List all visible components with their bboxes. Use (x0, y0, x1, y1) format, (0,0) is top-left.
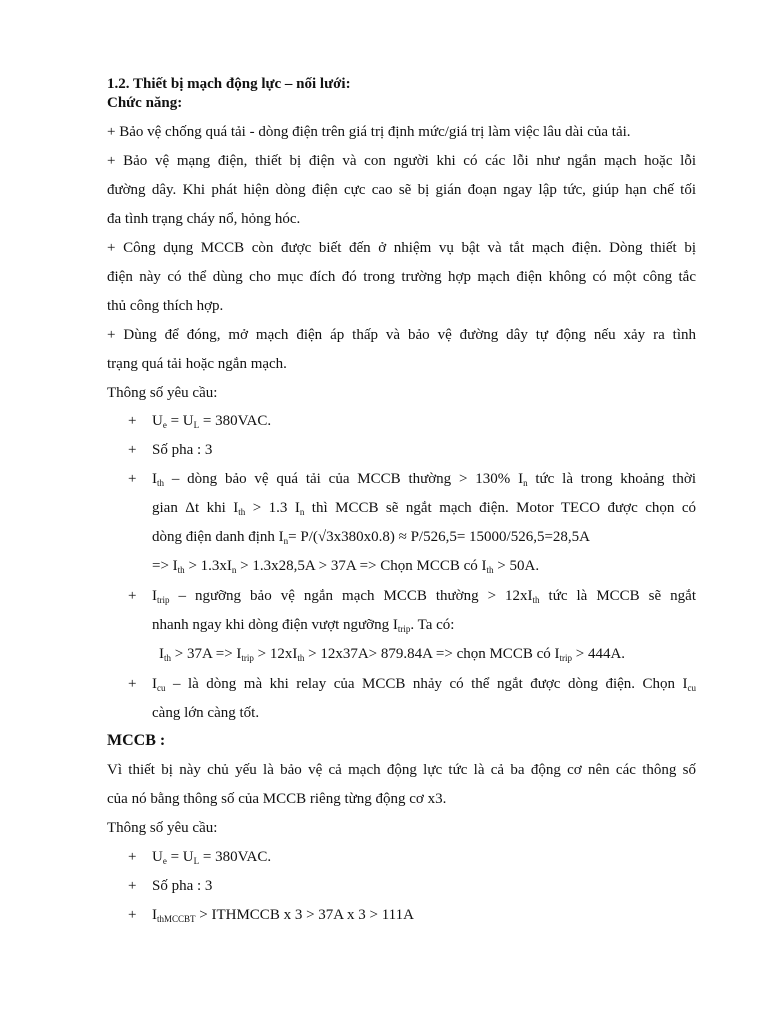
function-line-8: + Dùng để đóng, mở mạch điện áp thấp và bảo vệ đường dây tự động nếu xảy ra tình (107, 327, 696, 343)
bullet-marker: + (128, 907, 137, 923)
mccb-paragraph-line-1: Vì thiết bị này chủ yếu là bảo vệ cả mạch động lực tức là cả ba động cơ nên các thông số (107, 762, 696, 778)
ith-line-4: => $I_{th} > 1.3xI_n > 1.3x28,5A > 37A$ => Chọn MCCB có $I_{th} > 50A$. (152, 558, 540, 575)
requirements-label: Thông số yêu cầu: (107, 385, 218, 401)
function-line-9: trạng quá tải hoặc ngắn mạch. (107, 356, 287, 372)
ith-line-3: dòng điện danh định $I_n= P/(√3x380x0.8) \approx P/526,5= 15000/526,5=28,5A$ (152, 529, 591, 546)
trip-line-2: nhanh ngay khi dòng điện vượt ngưỡng $I_{trip}$. Ta có: (152, 617, 455, 634)
bullet-marker: + (128, 413, 137, 429)
bullet-marker: + (128, 588, 137, 604)
mccb-paragraph-line-2: của nó bằng thông số của MCCB riêng từng động cơ x3. (107, 791, 447, 807)
function-heading: Chức năng: (107, 95, 183, 111)
bullet-marker: + (128, 471, 137, 487)
function-line-5: + Công dụng MCCB còn được biết đến ở nhiệm vụ bật và tắt mạch điện. Dòng thiết bị (107, 240, 696, 256)
mccb-ith-line: $I_{thMCCBT}$ > ITHMCCB x 3 > 37A x 3 > 111A (152, 907, 414, 924)
mccb-ue-line: $U_e = U_L = 380VAC$. (152, 849, 272, 866)
mccb-phase-line: Số pha : 3 (152, 878, 213, 894)
function-line-2: + Bảo vệ mạng điện, thiết bị điện và con người khi có các lỗi như ngắn mạch hoặc lỗi (107, 153, 696, 169)
mccb-heading: MCCB : (107, 732, 166, 749)
bullet-marker: + (128, 878, 137, 894)
bullet-marker: + (128, 442, 137, 458)
mccb-requirements-label: Thông số yêu cầu: (107, 820, 218, 836)
bullet-marker: + (128, 849, 137, 865)
trip-line-3: $I_{th} > 37A => I_{trip} > 12xI_{th} > 12x37A> 879.84A$ => chọn MCCB có $I_{trip} > 444A$. (159, 646, 626, 663)
ue-line: $U_e = U_L = 380VAC$. (152, 413, 272, 430)
function-line-1: + Bảo vệ chống quá tải - dòng điện trên giá trị định mức/giá trị làm việc lâu dài của tải. (107, 124, 631, 140)
function-line-7: thủ công thích hợp. (107, 298, 224, 314)
icu-line-2: càng lớn càng tốt. (152, 705, 260, 721)
section-heading: 1.2. Thiết bị mạch động lực – nối lưới: (107, 76, 351, 92)
function-line-3: đường dây. Khi phát hiện dòng điện cực cao sẽ bị gián đoạn ngay lập tức, giúp hạn chế tối (107, 182, 696, 198)
ith-line-2: gian Δt khi $I_{th} > 1.3$ $I_n$ thì MCCB sẽ ngắt mạch điện. Motor TECO được chọn có (152, 500, 696, 517)
ith-line-1: $I_{th}$ – dòng bảo vệ quá tải của MCCB thường > 130% $I_n$ tức là trong khoảng thời (152, 471, 697, 488)
function-line-6: điện này có thể dùng cho mục đích đó trong trường hợp mạch điện không có một công tắc (107, 269, 696, 285)
icu-line-1: $I_{cu}$ – là dòng mà khi relay của MCCB nhảy có thể ngắt được dòng điện. Chọn $I_{cu}$ (152, 676, 696, 693)
trip-line-1: $I_{trip}$ – ngưỡng bảo vệ ngắn mạch MCCB thường > $12xI_{th}$ tức là MCCB sẽ ngắt (152, 588, 697, 605)
function-line-4: đa tình trạng cháy nổ, hỏng hóc. (107, 211, 301, 227)
phase-line: Số pha : 3 (152, 442, 213, 458)
bullet-marker: + (128, 676, 137, 692)
